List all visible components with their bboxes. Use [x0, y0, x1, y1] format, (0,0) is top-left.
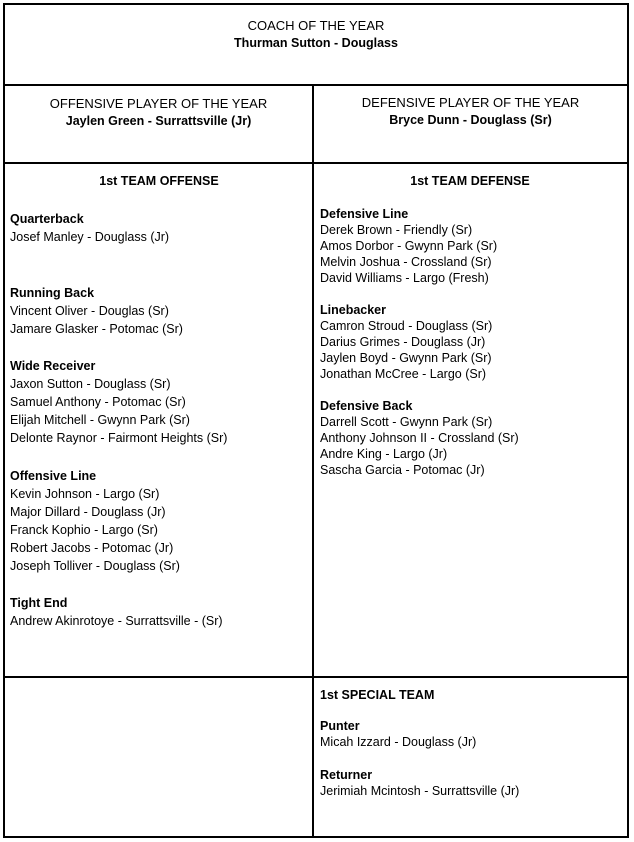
player-entry: Franck Kophio - Largo (Sr)	[10, 523, 158, 537]
player-entry: Elijah Mitchell - Gwynn Park (Sr)	[10, 413, 190, 427]
coach-title: COACH OF THE YEAR	[247, 18, 385, 33]
position-label: Returner	[320, 768, 373, 782]
player-entry: Jonathan McCree - Largo (Sr)	[320, 367, 487, 381]
position-group	[320, 302, 620, 382]
defense-column	[320, 172, 620, 478]
special-team-column	[320, 686, 620, 799]
player-entry: Vincent Oliver - Douglas (Sr)	[10, 304, 169, 318]
player-entry: Delonte Raynor - Fairmont Heights (Sr)	[10, 431, 228, 445]
position-group	[320, 718, 620, 750]
player-entry: Kevin Johnson - Largo (Sr)	[10, 487, 160, 501]
offensive-poy-title: OFFENSIVE PLAYER OF THE YEAR	[49, 96, 268, 111]
player-entry: Anthony Johnson II - Crossland (Sr)	[320, 431, 519, 445]
defensive-poy-cell	[314, 94, 627, 129]
player-entry: Amos Dorbor - Gwynn Park (Sr)	[320, 239, 498, 253]
player-entry: Jaxon Sutton - Douglass (Sr)	[10, 377, 171, 391]
defense-title: 1st TEAM DEFENSE	[410, 174, 530, 188]
position-label: Linebacker	[320, 303, 387, 317]
player-entry: David Williams - Largo (Fresh)	[320, 271, 489, 285]
position-label: Offensive Line	[10, 469, 97, 483]
position-label: Running Back	[10, 286, 95, 300]
player-entry: Melvin Joshua - Crossland (Sr)	[320, 255, 492, 269]
offense-title: 1st TEAM OFFENSE	[99, 174, 219, 188]
coach-of-year-cell	[5, 17, 627, 52]
player-entry: Major Dillard - Douglass (Jr)	[10, 505, 166, 519]
special-team-title: 1st SPECIAL TEAM	[320, 688, 435, 702]
position-group	[10, 357, 308, 447]
divider	[5, 84, 627, 86]
player-entry: Jamare Glasker - Potomac (Sr)	[10, 322, 183, 336]
position-label: Defensive Back	[320, 399, 413, 413]
defensive-poy-title: DEFENSIVE PLAYER OF THE YEAR	[361, 95, 580, 110]
player-entry: Derek Brown - Friendly (Sr)	[320, 223, 473, 237]
position-group	[320, 398, 620, 478]
position-group	[10, 594, 308, 630]
player-entry: Jerimiah Mcintosh - Surrattsville (Jr)	[320, 784, 520, 798]
offense-column	[10, 172, 308, 630]
player-entry: Darrell Scott - Gwynn Park (Sr)	[320, 415, 493, 429]
defensive-poy-name: Bryce Dunn - Douglass (Sr)	[389, 113, 552, 127]
offensive-poy-name: Jaylen Green - Surrattsville (Jr)	[65, 114, 252, 128]
coach-name: Thurman Sutton - Douglass	[234, 36, 398, 50]
player-entry: Samuel Anthony - Potomac (Sr)	[10, 395, 186, 409]
player-entry: Joseph Tolliver - Douglass (Sr)	[10, 559, 180, 573]
position-label: Wide Receiver	[10, 359, 96, 373]
player-entry: Andrew Akinrotoye - Surrattsville - (Sr)	[10, 614, 223, 628]
player-entry: Andre King - Largo (Jr)	[320, 447, 448, 461]
player-entry: Josef Manley - Douglass (Jr)	[10, 230, 170, 244]
position-label: Quarterback	[10, 212, 84, 226]
player-entry: Micah Izzard - Douglass (Jr)	[320, 735, 477, 749]
offensive-poy-cell	[5, 95, 312, 130]
awards-table	[3, 3, 629, 838]
position-label: Defensive Line	[320, 207, 409, 221]
player-entry: Robert Jacobs - Potomac (Jr)	[10, 541, 174, 555]
player-entry: Camron Stroud - Douglass (Sr)	[320, 319, 493, 333]
divider	[5, 162, 627, 164]
player-entry: Jaylen Boyd - Gwynn Park (Sr)	[320, 351, 492, 365]
column-divider	[312, 86, 314, 836]
divider	[5, 676, 627, 678]
player-entry: Darius Grimes - Douglass (Jr)	[320, 335, 486, 349]
position-label: Punter	[320, 719, 360, 733]
player-entry: Sascha Garcia - Potomac (Jr)	[320, 463, 485, 477]
position-group	[10, 467, 308, 575]
position-label: Tight End	[10, 596, 68, 610]
position-group	[10, 210, 308, 246]
position-group	[10, 284, 308, 338]
position-group	[320, 206, 620, 286]
position-group	[320, 767, 620, 799]
